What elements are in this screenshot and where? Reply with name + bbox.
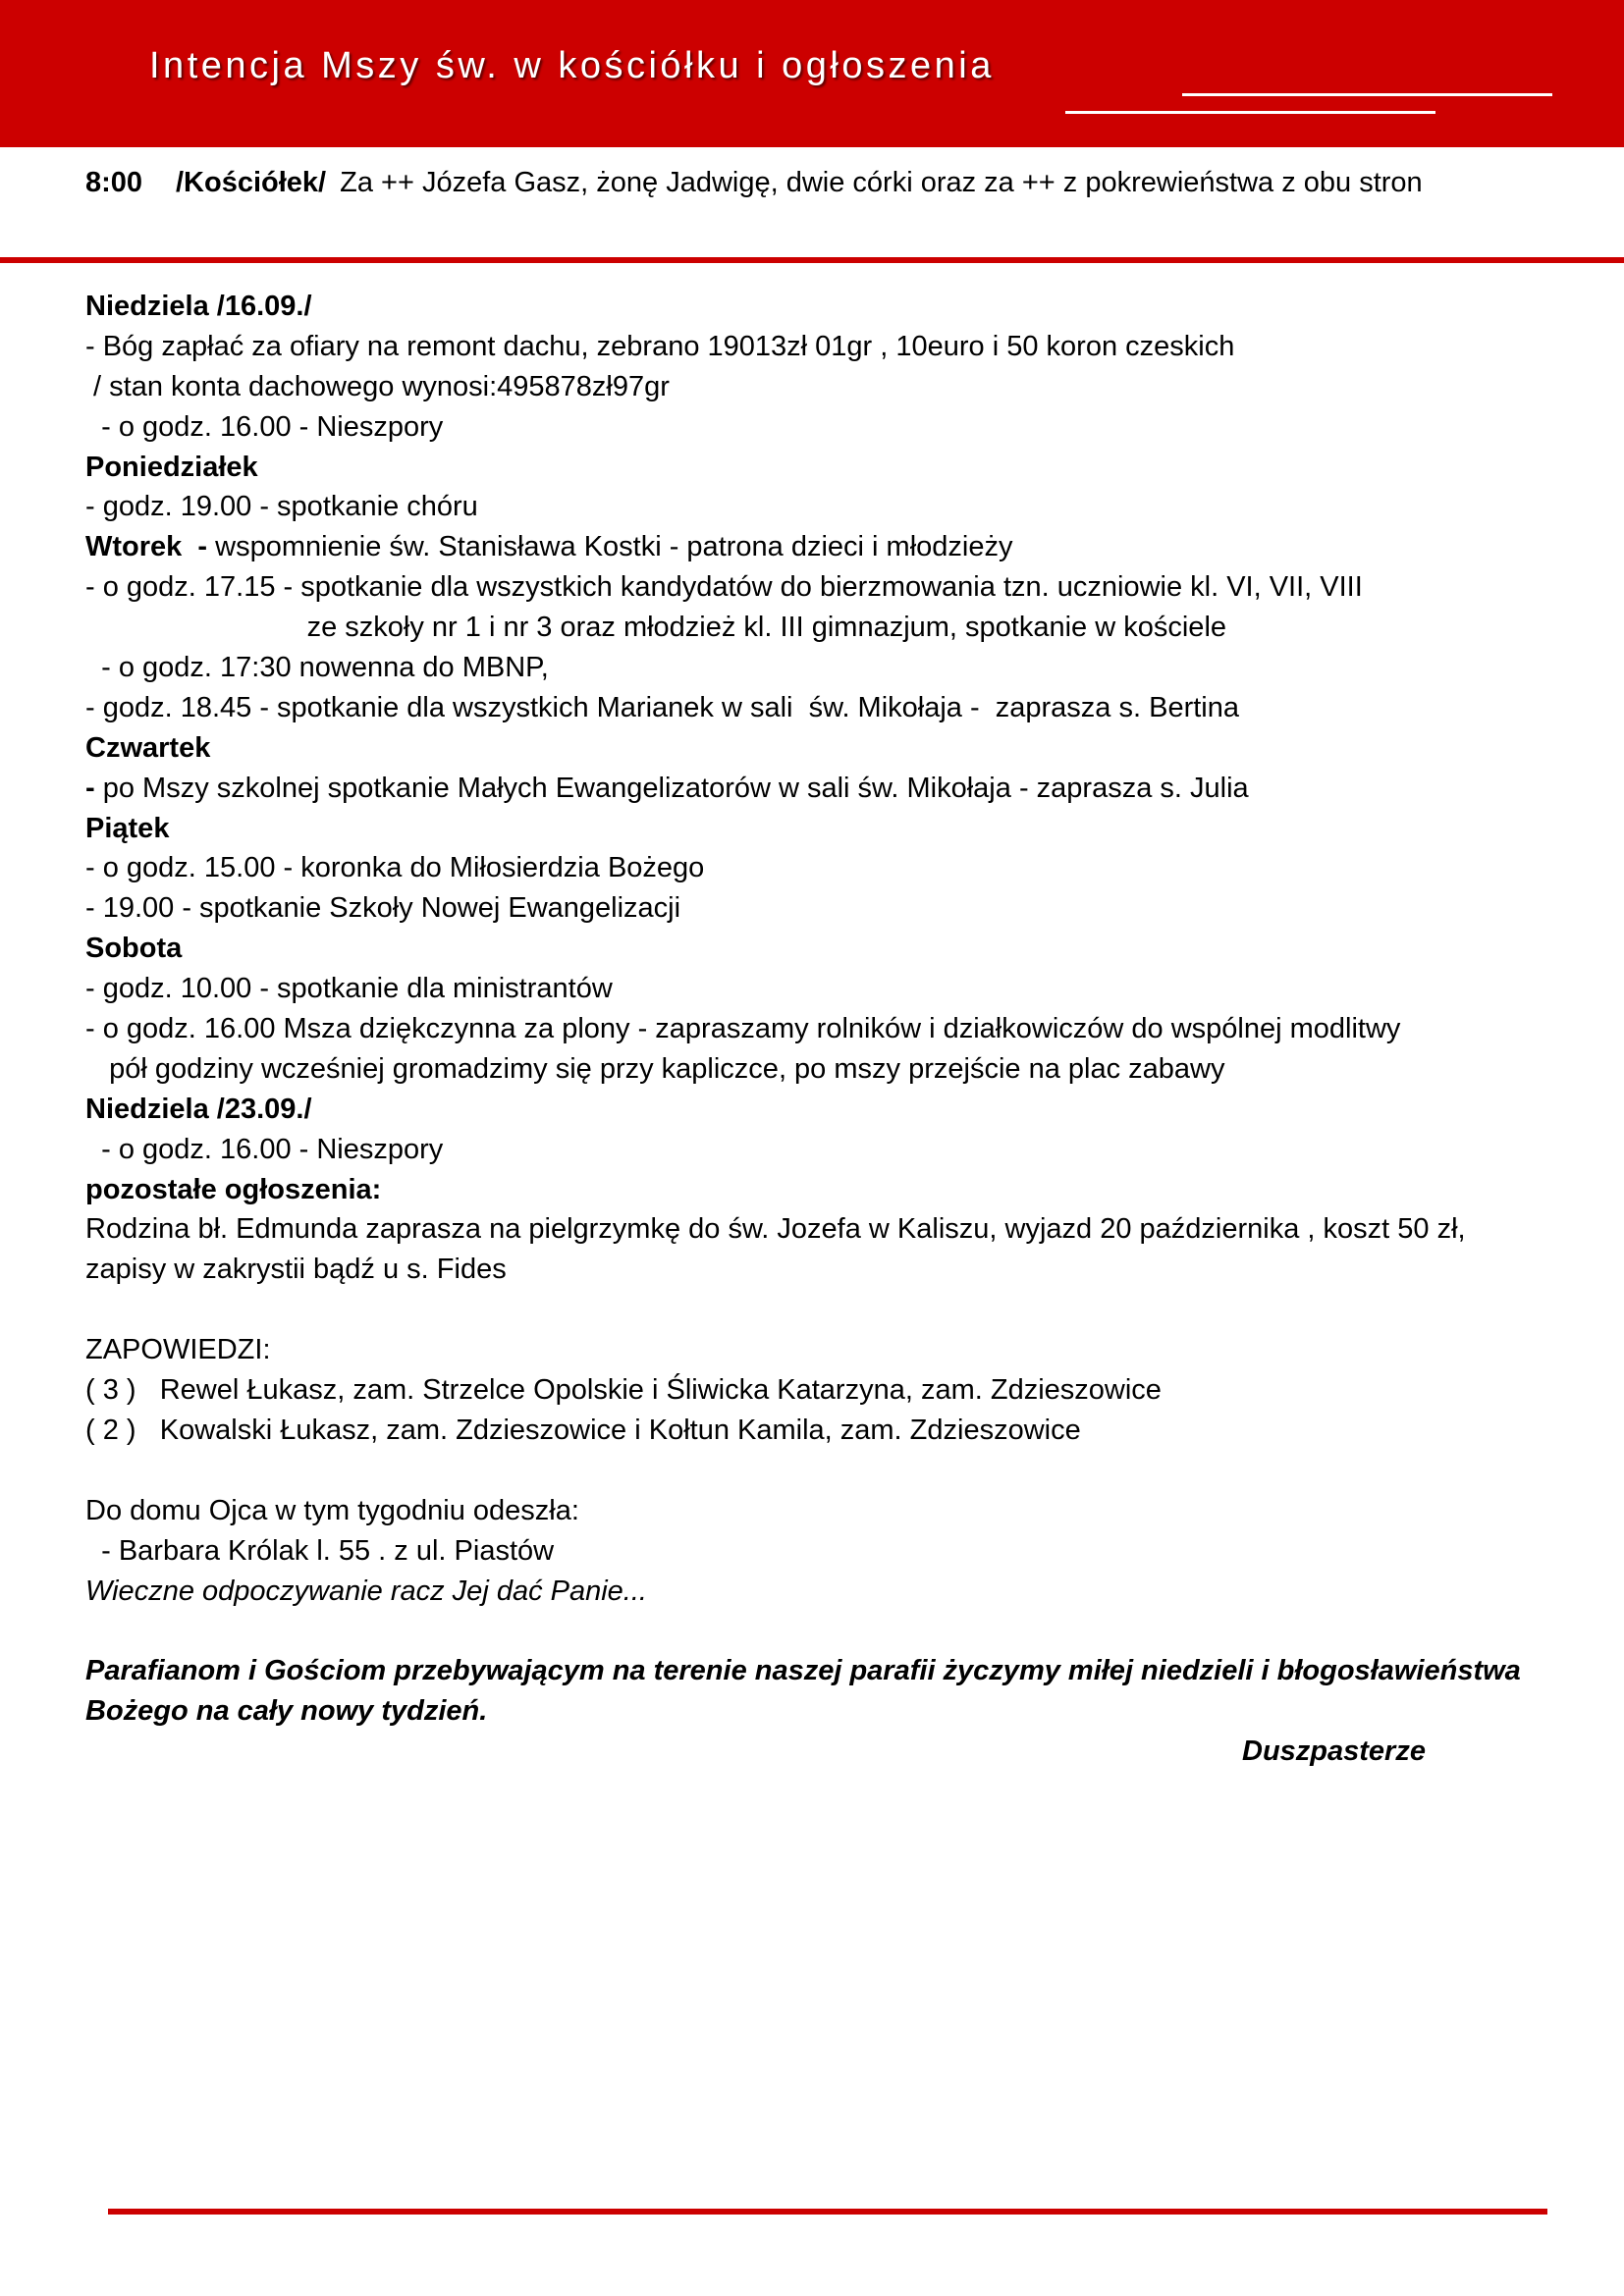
day-heading-sunday-1: Niedziela /16.09./ (85, 291, 312, 322)
header-banner (0, 0, 1624, 147)
closing-wishes-line-1: Parafianom i Gościom przebywającym na terenie naszej parafii życzymy miłej niedzieli i błogosławieństwa (85, 1655, 1521, 1687)
announcements-body (85, 287, 1558, 1772)
mass-time: 8:00 (85, 167, 143, 198)
day-heading-tuesday: Wtorek - (85, 531, 208, 563)
closing-wishes-line-2: Bożego na cały nowy tydzień. (85, 1695, 488, 1728)
header-decor-line-2 (1065, 111, 1435, 114)
thursday-dash: - (85, 772, 95, 804)
footer-divider (108, 2209, 1547, 2215)
mass-intention: Za ++ Józefa Gasz, żonę Jadwigę, dwie córki oraz za ++ z pokrewieństwa z obu stron (340, 167, 1423, 198)
announcement-line: pół godziny wcześniej gromadzimy się przy kapliczce, po mszy przejście na plac zabawy (85, 1052, 1225, 1085)
day-heading-friday: Piątek (85, 812, 170, 844)
day-heading-monday: Poniedziałek (85, 451, 258, 483)
mass-intention-row (85, 167, 1423, 199)
thursday-line (85, 769, 1558, 809)
announcement-line: - godz. 18.45 - spotkanie dla wszystkich Marianek w sali św. Mikołaja - zaprasza s. Bertina (85, 691, 1239, 723)
other-announcements-heading: pozostałe ogłoszenia: (85, 1173, 382, 1205)
thursday-text: po Mszy szkolnej spotkanie Małych Ewangelizatorów w sali św. Mikołaja - zaprasza s. Julia (94, 772, 1249, 804)
day-heading-saturday: Sobota (85, 933, 183, 965)
spacer (85, 1611, 1558, 1651)
announcement-line: - godz. 19.00 - spotkanie chóru (85, 491, 478, 523)
announcement-line: - Bóg zapłać za ofiary na remont dachu, zebrano 19013zł 01gr , 10euro i 50 koron czeskich (85, 330, 1235, 362)
spacer (85, 1451, 1558, 1491)
tuesday-line (85, 527, 1558, 567)
spacer (85, 1290, 1558, 1330)
announcement-line: - o godz. 16.00 Msza dziękczynna za plony - zapraszamy rolników i działkowiczów do wspólnej modlitwy (85, 1013, 1401, 1045)
deceased-heading: Do domu Ojca w tym tygodniu odeszła: (85, 1494, 579, 1526)
banns-heading: ZAPOWIEDZI: (85, 1334, 271, 1366)
announcement-line: ze szkoły nr 1 i nr 3 oraz młodzież kl. III gimnazjum, spotkanie w kościele (85, 612, 1227, 644)
header-decor-line-1 (1182, 93, 1552, 96)
announcement-line: zapisy w zakrystii bądź u s. Fides (85, 1254, 507, 1286)
banns-item: ( 2 ) Kowalski Łukasz, zam. Zdzieszowice i Kołtun Kamila, zam. Zdzieszowice (85, 1414, 1081, 1446)
day-heading-thursday: Czwartek (85, 731, 211, 764)
announcement-line: - o godz. 17:30 nowenna do MBNP, (85, 652, 549, 684)
announcement-line: Rodzina bł. Edmunda zaprasza na pielgrzymkę do św. Jozefa w Kaliszu, wyjazd 20 października , koszt 50 zł, (85, 1213, 1466, 1246)
announcement-line: - 19.00 - spotkanie Szkoły Nowej Ewangelizacji (85, 892, 681, 925)
page-title: Intencja Mszy św. w kościółku i ogłoszenia (149, 45, 995, 86)
section-divider (0, 257, 1624, 263)
announcement-line: - o godz. 16.00 - Nieszpory (85, 1133, 444, 1165)
announcement-line: / stan konta dachowego wynosi:495878zł97gr (85, 370, 670, 402)
mass-place: /Kościółek/ (176, 167, 327, 198)
announcement-line: - o godz. 17.15 - spotkanie dla wszystkich kandydatów do bierzmowania tzn. uczniowie kl. VI, VII, VIII (85, 571, 1363, 604)
announcement-line: - o godz. 15.00 - koronka do Miłosierdzia Bożego (85, 852, 705, 884)
announcement-line: - o godz. 16.00 - Nieszpory (85, 410, 444, 443)
announcement-line: - godz. 10.00 - spotkanie dla ministrantów (85, 973, 613, 1005)
tuesday-feast: wspomnienie św. Stanisława Kostki - patrona dzieci i młodzieży (207, 531, 1013, 563)
banns-item: ( 3 ) Rewel Łukasz, zam. Strzelce Opolskie i Śliwicka Katarzyna, zam. Zdzieszowice (85, 1374, 1162, 1407)
eternal-rest-prayer: Wieczne odpoczywanie racz Jej dać Panie... (85, 1575, 647, 1607)
deceased-item: - Barbara Królak l. 55 . z ul. Piastów (85, 1534, 555, 1567)
signature: Duszpasterze (1242, 1735, 1426, 1768)
day-heading-sunday-2: Niedziela /23.09./ (85, 1093, 312, 1125)
